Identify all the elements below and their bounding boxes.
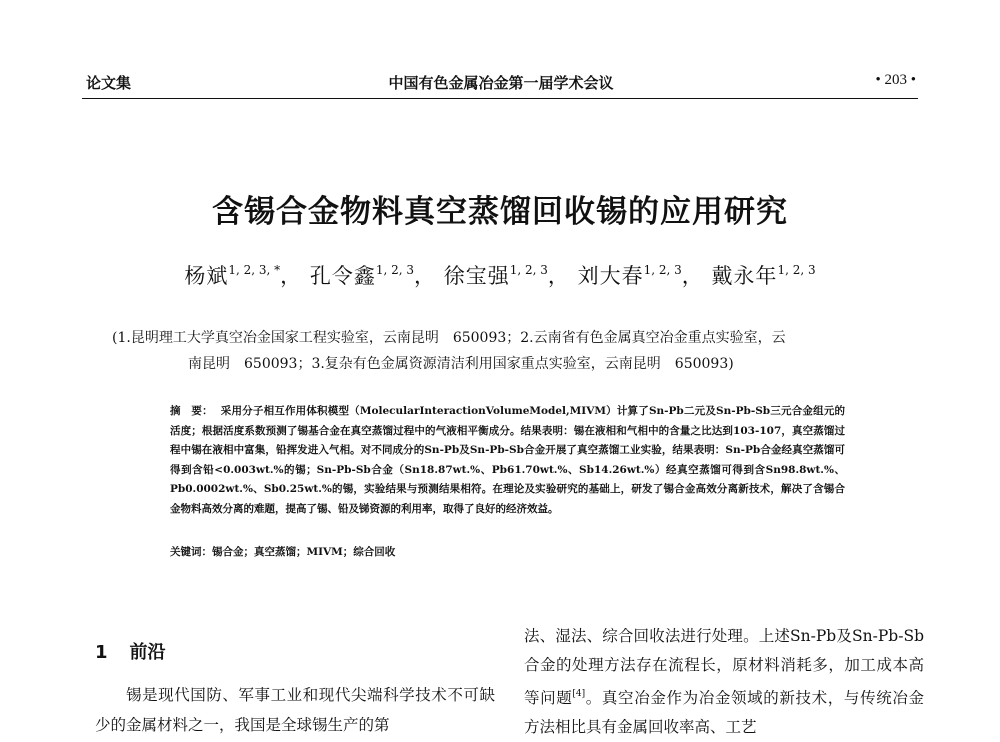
header-collection-label: 论文集 (86, 74, 132, 92)
abstract-text: 采用分子相互作用体积模型（MolecularInteractionVolumeModel,MIVM）计算了Sn-Pb二元及Sn-Pb-Sb三元合金组元的活度；根据活度系数预测了锡基合金在真空蒸馏过程中的气液相平衡成分。结果表明：锡在液相和气相中的含量之比达到103-107，真空蒸馏过程中锡在液相中富集，铅挥发进入气相。对不同成分的Sn-Pb及Sn-Pb-Sb合金开展了真空蒸馏工业实验，结果表明：Sn-Pb合金经真空蒸馏可得到含铅<0.003wt.%的锡；Sn-Pb-Sb合金（Sn18.87wt.%、Pb61.70wt.%、Sb14.26wt.%）经真空蒸馏可得到含Sn98.8wt.%、Pb0.0002wt.%、Sb0.25wt.%的锡，实验结果与预测结果相符。在理论及实验研究的基础上，研发了锡合金高效分离新技术，解决了含锡合金物料高效分离的难题，提高了锡、铅及锑资源的利用率，取得了良好的经济效益。 (170, 405, 846, 515)
citation-reference: [4] (572, 689, 586, 699)
author-name: 戴永年 (711, 264, 778, 288)
author-name: 孔令鑫 (309, 264, 376, 288)
section-title: 前沿 (129, 642, 166, 663)
author-affil-marks: 1, 2, 3 (777, 263, 816, 277)
author-name: 徐宝强 (443, 264, 510, 288)
keywords (170, 544, 395, 559)
body-text-left-column: 锡是现代国防、军事工业和现代尖端科学技术不可缺少的金属材料之一，我国是全球锡生产的第 (95, 686, 495, 734)
body-text: 。真空冶金作为冶金领域的新技术，与传统冶金方法相比具有金属回收率高、工艺 (524, 689, 924, 736)
affiliations (112, 325, 912, 377)
section-heading (95, 638, 166, 664)
author-name: 刘大春 (577, 264, 644, 288)
affiliation-line: 南昆明 650093；3.复杂有色金属资源清洁利用国家重点实验室，云南昆明 650093) (188, 356, 734, 372)
keywords-label: 关键词： (170, 546, 212, 558)
body-text: 法、湿法、综合回收法进行处理。上述Sn-Pb及Sn-Pb-Sb合金的处理方法存在流程长，原材料消耗多，加工成本高等问题 (524, 627, 924, 707)
author-affil-marks: 1, 2, 3, * (228, 263, 281, 277)
author-name: 杨斌 (184, 264, 229, 288)
header-rule (82, 98, 918, 99)
page-number: • 203 • (875, 72, 916, 88)
author-affil-marks: 1, 2, 3 (643, 263, 682, 277)
author-list: 杨斌$^{1, 2, 3, *}$， 孔令鑫$^{1, 2, 3}$， 徐宝强$^{1, 2, 3}$， 刘大春$^{1, 2, 3}$， 戴永年$^{1, 2, 3}$ (184, 263, 816, 288)
abstract (170, 402, 845, 519)
abstract-label: 摘 要： (170, 405, 213, 417)
author-affil-marks: 1, 2, 3 (509, 263, 548, 277)
running-header (86, 72, 916, 96)
body-text-right-column (524, 622, 924, 742)
keywords-text: 锡合金；真空蒸馏；MIVM；综合回收 (212, 546, 396, 558)
header-conference-name: 中国有色金属冶金第一届学术会议 (388, 74, 614, 92)
section-number: 1 (95, 642, 108, 663)
author-affil-marks: 1, 2, 3 (375, 263, 415, 277)
affiliation-line: (1.昆明理工大学真空冶金国家工程实验室，云南昆明 650093；2.云南省有色金属真空冶金重点实验室，云 (112, 330, 786, 346)
paper-title: 含锡合金物料真空蒸馏回收锡的应用研究 (212, 194, 788, 230)
